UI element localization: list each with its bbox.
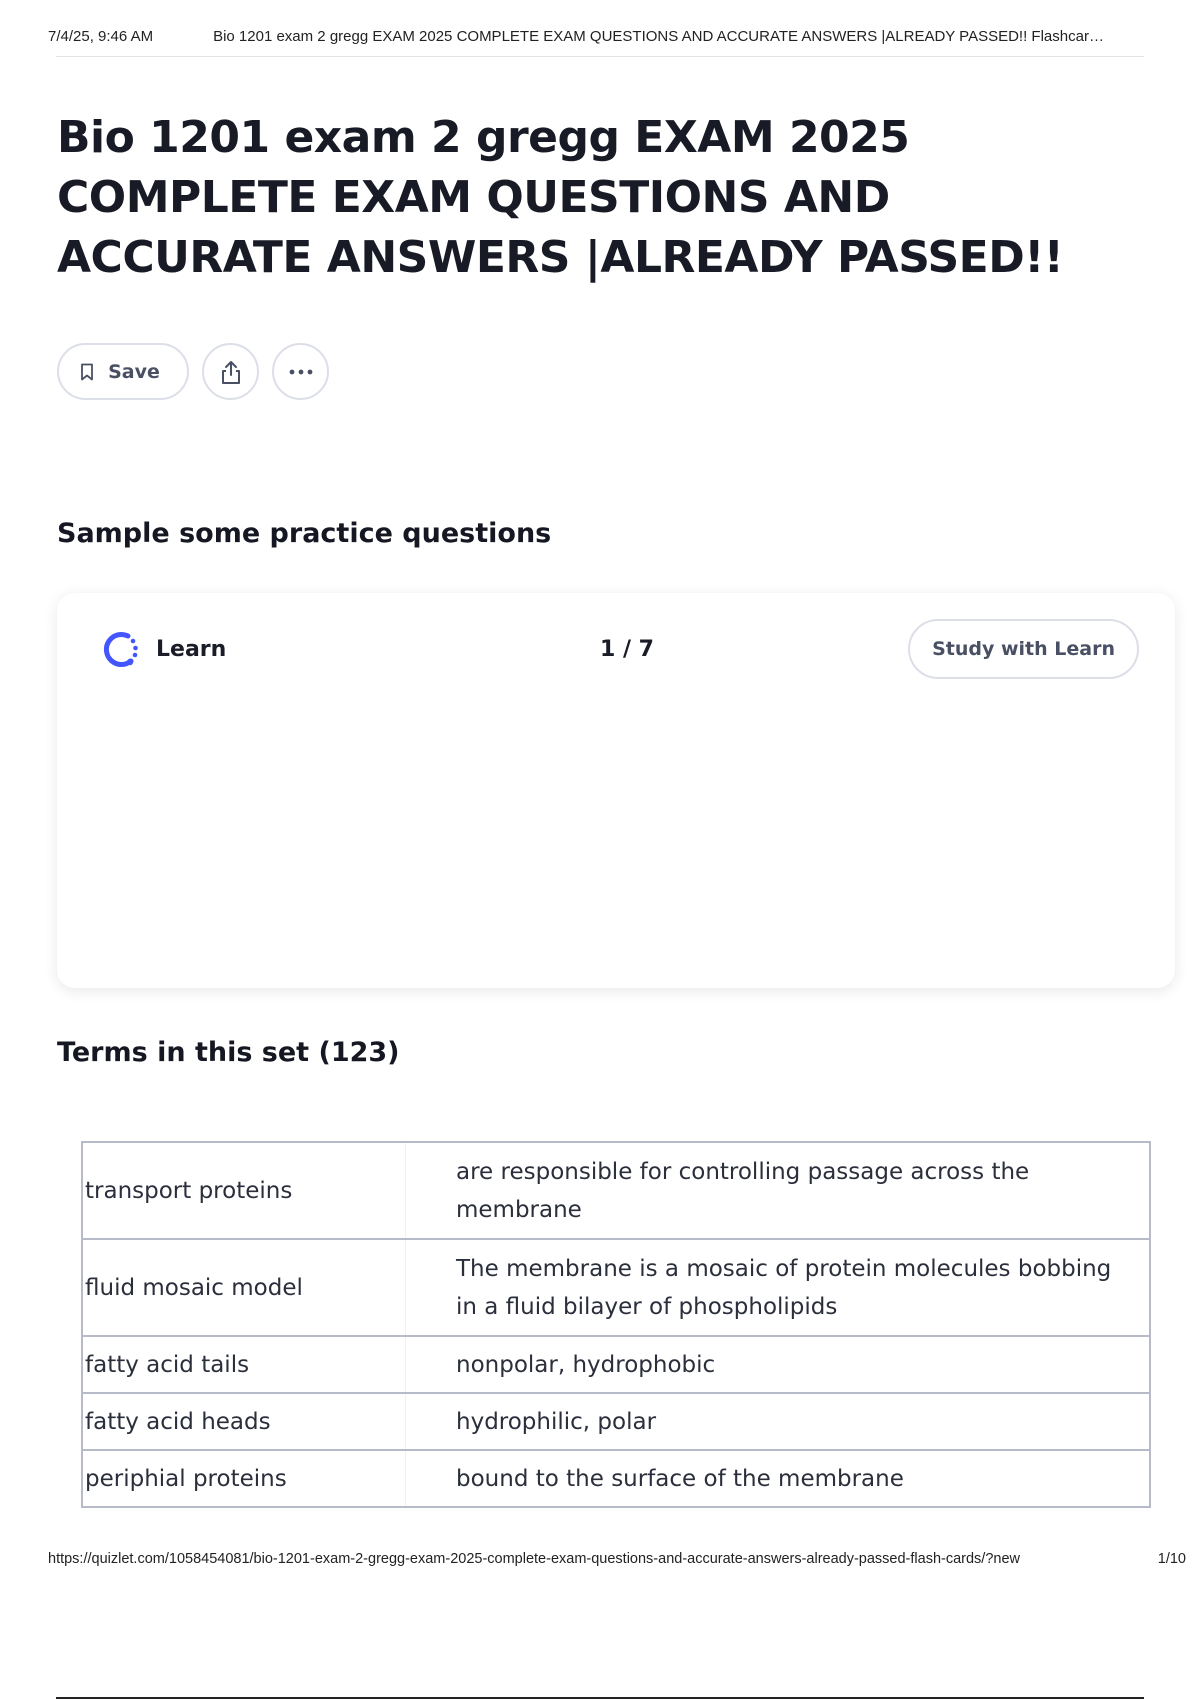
action-row bbox=[57, 343, 329, 400]
term-cell: fatty acid heads bbox=[82, 1393, 406, 1450]
definition-cell: The membrane is a mosaic of protein molecules bobbing in a fluid bilayer of phospholipids bbox=[406, 1239, 1151, 1336]
print-doc-title: Bio 1201 exam 2 gregg EXAM 2025 COMPLETE EXAM QUESTIONS AND ACCURATE ANSWERS |ALREADY PASSED!! Flashcar… bbox=[213, 28, 1104, 45]
table-row bbox=[82, 1239, 1150, 1336]
definition-cell: hydrophilic, polar bbox=[406, 1393, 1151, 1450]
print-timestamp: 7/4/25, 9:46 AM bbox=[48, 28, 154, 45]
definition-cell: bound to the surface of the membrane bbox=[406, 1450, 1151, 1507]
more-icon bbox=[288, 368, 314, 376]
learn-mode bbox=[97, 627, 557, 671]
print-url: https://quizlet.com/1058454081/bio-1201-exam-2-gregg-exam-2025-complete-exam-questions-and-accurate-answers-already-passed-flash-cards/?new bbox=[48, 1551, 1020, 1567]
share-icon bbox=[219, 359, 243, 385]
terms-heading: Terms in this set (123) bbox=[57, 1037, 400, 1068]
terms-table bbox=[81, 1141, 1151, 1508]
table-row bbox=[82, 1393, 1150, 1450]
term-cell: fatty acid tails bbox=[82, 1336, 406, 1393]
bookmark-icon bbox=[80, 363, 94, 381]
page-title: Bio 1201 exam 2 gregg EXAM 2025 COMPLETE EXAM QUESTIONS AND ACCURATE ANSWERS |ALREADY PASSED!! bbox=[57, 112, 1064, 283]
page-number: 1/10 bbox=[1157, 1551, 1186, 1567]
study-with-learn-button[interactable]: Study with Learn bbox=[908, 619, 1139, 679]
table-row bbox=[82, 1336, 1150, 1393]
save-button-label: Save bbox=[108, 360, 160, 383]
share-button[interactable] bbox=[202, 343, 259, 400]
learn-card bbox=[57, 593, 1175, 988]
term-cell: transport proteins bbox=[82, 1142, 406, 1239]
term-cell: periphial proteins bbox=[82, 1450, 406, 1507]
learn-icon bbox=[97, 627, 141, 671]
question-counter: 1 / 7 bbox=[600, 636, 654, 662]
header-divider bbox=[56, 56, 1144, 57]
term-cell: fluid mosaic model bbox=[82, 1239, 406, 1336]
bottom-divider bbox=[56, 1697, 1144, 1699]
more-options-button[interactable] bbox=[272, 343, 329, 400]
learn-label: Learn bbox=[156, 636, 227, 662]
definition-cell: nonpolar, hydrophobic bbox=[406, 1336, 1151, 1393]
learn-card-header bbox=[97, 619, 1139, 679]
practice-heading: Sample some practice questions bbox=[57, 518, 552, 549]
print-footer bbox=[48, 1551, 1186, 1567]
table-row bbox=[82, 1450, 1150, 1507]
table-row bbox=[82, 1142, 1150, 1239]
print-header bbox=[48, 28, 1184, 50]
save-button[interactable] bbox=[57, 343, 189, 400]
definition-cell: are responsible for controlling passage across the membrane bbox=[406, 1142, 1151, 1239]
